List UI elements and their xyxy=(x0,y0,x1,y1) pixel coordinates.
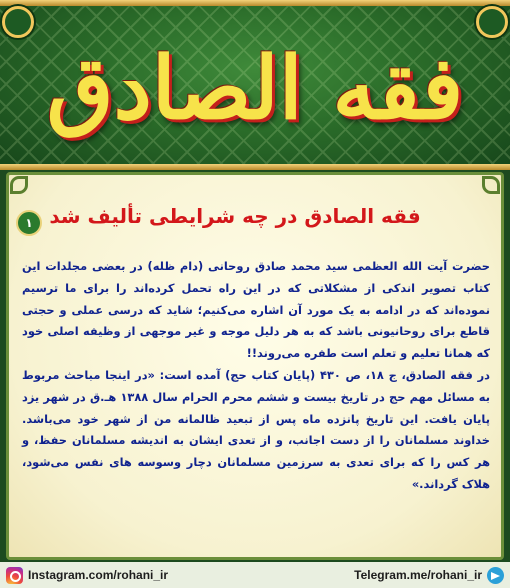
footer xyxy=(0,562,510,588)
article-body xyxy=(22,256,490,532)
telegram-link[interactable] xyxy=(354,567,504,584)
header-banner xyxy=(0,0,510,170)
instagram-handle: Instagram.com/rohani_ir xyxy=(28,568,169,582)
telegram-handle: Telegram.me/rohani_ir xyxy=(354,568,482,582)
corner-flourish-icon xyxy=(6,172,32,198)
banner-top-border xyxy=(0,0,510,6)
article-heading: فقه الصادق در چه شرایطی تألیف شد xyxy=(49,204,421,228)
calligraphy-title: فقه الصادق xyxy=(46,37,464,139)
article-number-badge: ۱ xyxy=(16,210,42,236)
instagram-icon xyxy=(6,567,23,584)
instagram-link[interactable] xyxy=(6,567,168,584)
paragraph: حضرت آیت الله العظمی سید محمد صادق روحانی (دام ظله) در بعضی مجلدات این کتاب تصویر اندکی از مشکلاتی که در این راه تحمل کرده‌اند را برای ما ترسیم نموده‌اند که در ادامه به یک مورد آن اشاره می‌کنیم؛ شاید که درسی عملی و حجتی قاطع برای روحانیونی باشد که به هر دلیل موجه و غیر موجهی از وظیفه اصلی خود که همانا تعلیم و تعلم است طفره می‌روند!! xyxy=(22,259,490,361)
telegram-icon xyxy=(487,567,504,584)
paragraph: در فقه الصادق، ج ۱۸، ص ۴۳۰ (پایان کتاب حج) آمده است: «در اینجا مباحث مربوط به مسائل مهم حج در تاریخ بیست و ششم محرم الحرام سال ۱۳۸۸ هـ.ق در شهر یزد پایان یافت. این تاریخ پانزده ماه پس از تبعید ظالمانه من از شهر خود می‌باشد. خداوند مسلمانان را از دست اجانب، و از تعدی ایشان به اندیشه مسلمانان حفظ، و هر کس را که برای تعدی به سرزمین مسلمانان دچار وسوسه های نفس می‌شود، هلاک گرداند.» xyxy=(22,367,490,491)
banner-bottom-border xyxy=(0,164,510,170)
corner-flourish-icon xyxy=(478,172,504,198)
